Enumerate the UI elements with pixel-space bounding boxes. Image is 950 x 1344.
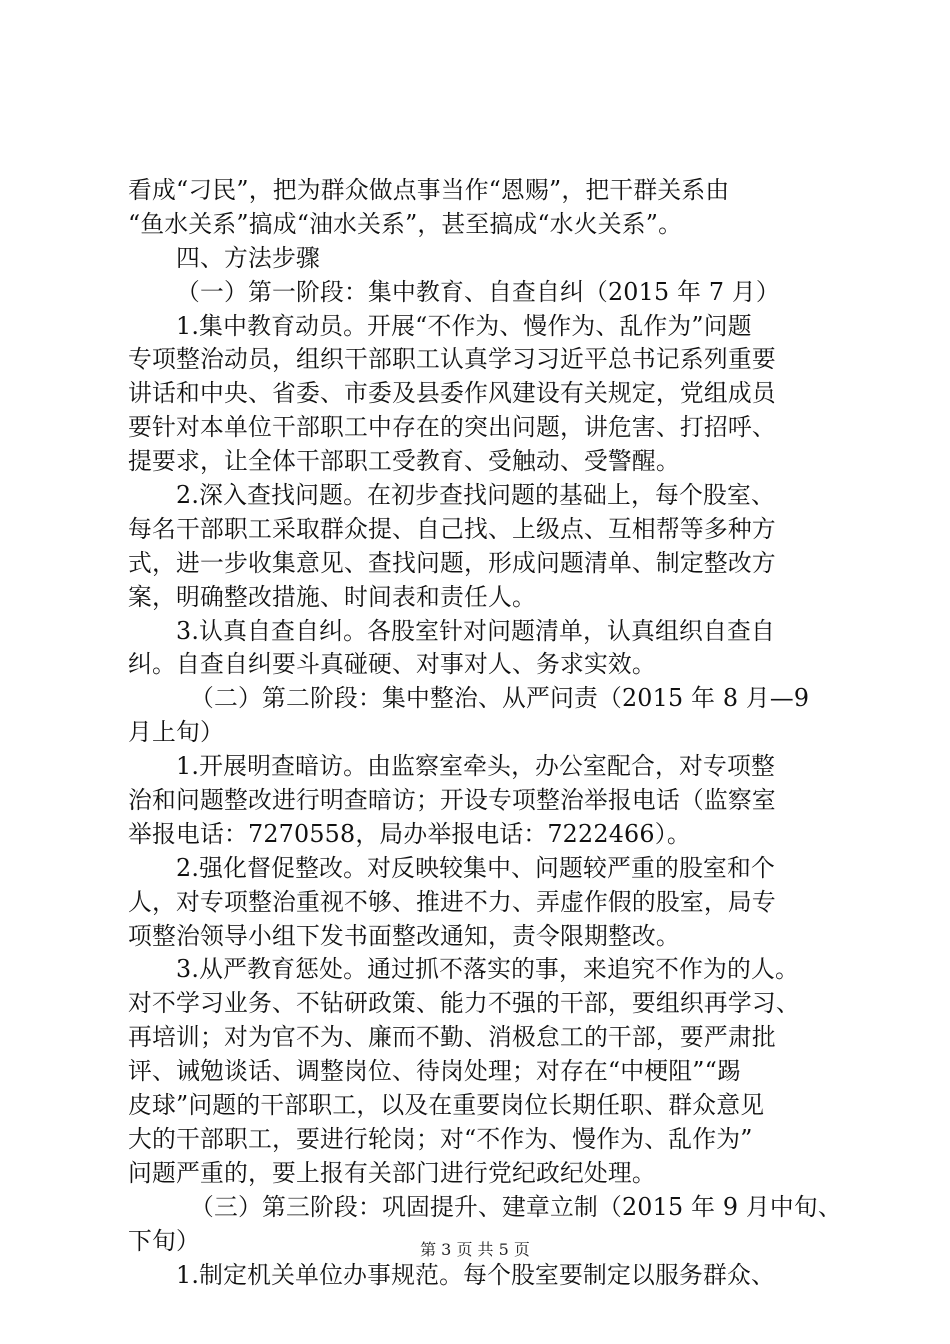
stage-heading: （二）第二阶段：集中整治、从严问责（2015 年 8 月—9: [190, 684, 810, 713]
text-line: 评、诫勉谈话、调整岗位、待岗处理；对存在“中梗阻”“踢: [128, 1057, 742, 1086]
page-number-footer: 第 3 页 共 5 页: [420, 1240, 530, 1259]
text-line: 再培训；对为官不为、廉而不勤、消极怠工的干部，要严肃批: [128, 1023, 776, 1052]
text-line: 问题严重的，要上报有关部门进行党纪政纪处理。: [128, 1158, 656, 1187]
text-line: 2.深入查找问题。在初步查找问题的基础上，每个股室、: [176, 481, 776, 510]
document-body: [128, 174, 842, 1292]
text-line: 治和问题整改进行明查暗访；开设专项整治举报电话（监察室: [128, 786, 776, 815]
section-heading: 四、方法步骤: [176, 243, 320, 272]
text-line: 举报电话：7270558，局办举报电话：7222466）。: [128, 819, 691, 848]
text-line: 下旬）: [128, 1226, 200, 1255]
stage-heading: （三）第三阶段：巩固提升、建章立制（2015 年 9 月中旬、: [190, 1192, 842, 1221]
text-line: 对不学习业务、不钻研政策、能力不强的干部，要组织再学习、: [128, 989, 800, 1018]
text-line: “鱼水关系”搞成“油水关系”，甚至搞成“水火关系”。: [128, 209, 683, 238]
text-line: 月上旬）: [128, 718, 224, 747]
text-line: 专项整治动员，组织干部职工认真学习习近平总书记系列重要: [128, 345, 776, 374]
text-line: 案，明确整改措施、时间表和责任人。: [128, 582, 536, 611]
text-line: 项整治领导小组下发书面整改通知，责令限期整改。: [128, 921, 680, 950]
text-line: 3.认真自查自纠。各股室针对问题清单，认真组织自查自: [176, 616, 776, 645]
text-line: 讲话和中央、省委、市委及县委作风建设有关规定，党组成员: [128, 379, 776, 408]
stage-heading: （一）第一阶段：集中教育、自查自纠（2015 年 7 月）: [176, 277, 780, 306]
text-line: 人，对专项整治重视不够、推进不力、弄虚作假的股室，局专: [128, 887, 776, 916]
text-line: 大的干部职工，要进行轮岗；对“不作为、慢作为、乱作为”: [128, 1124, 753, 1153]
text-line: 3.从严教育惩处。通过抓不落实的事，来追究不作为的人。: [176, 955, 800, 984]
text-line: 提要求，让全体干部职工受教育、受触动、受警醒。: [128, 447, 680, 476]
text-line: 每名干部职工采取群众提、自己找、上级点、互相帮等多种方: [128, 514, 776, 543]
text-line: 看成“刁民”，把为群众做点事当作“恩赐”，把干群关系由: [128, 176, 730, 204]
text-line: 1.开展明查暗访。由监察室牵头，办公室配合，对专项整: [176, 752, 776, 781]
text-line: 1.集中教育动员。开展“不作为、慢作为、乱作为”问题: [176, 311, 752, 340]
text-line: 1.制定机关单位办事规范。每个股室要制定以服务群众、: [176, 1260, 776, 1289]
text-line: 2.强化督促整改。对反映较集中、问题较严重的股室和个: [176, 853, 776, 882]
text-line: 要针对本单位干部职工中存在的突出问题，讲危害、打招呼、: [128, 413, 776, 442]
text-line: 皮球”问题的干部职工，以及在重要岗位长期任职、群众意见: [128, 1091, 765, 1120]
text-line: 式，进一步收集意见、查找问题，形成问题清单、制定整改方: [128, 548, 776, 577]
text-line: 纠。自查自纠要斗真碰硬、对事对人、务求实效。: [128, 650, 656, 679]
